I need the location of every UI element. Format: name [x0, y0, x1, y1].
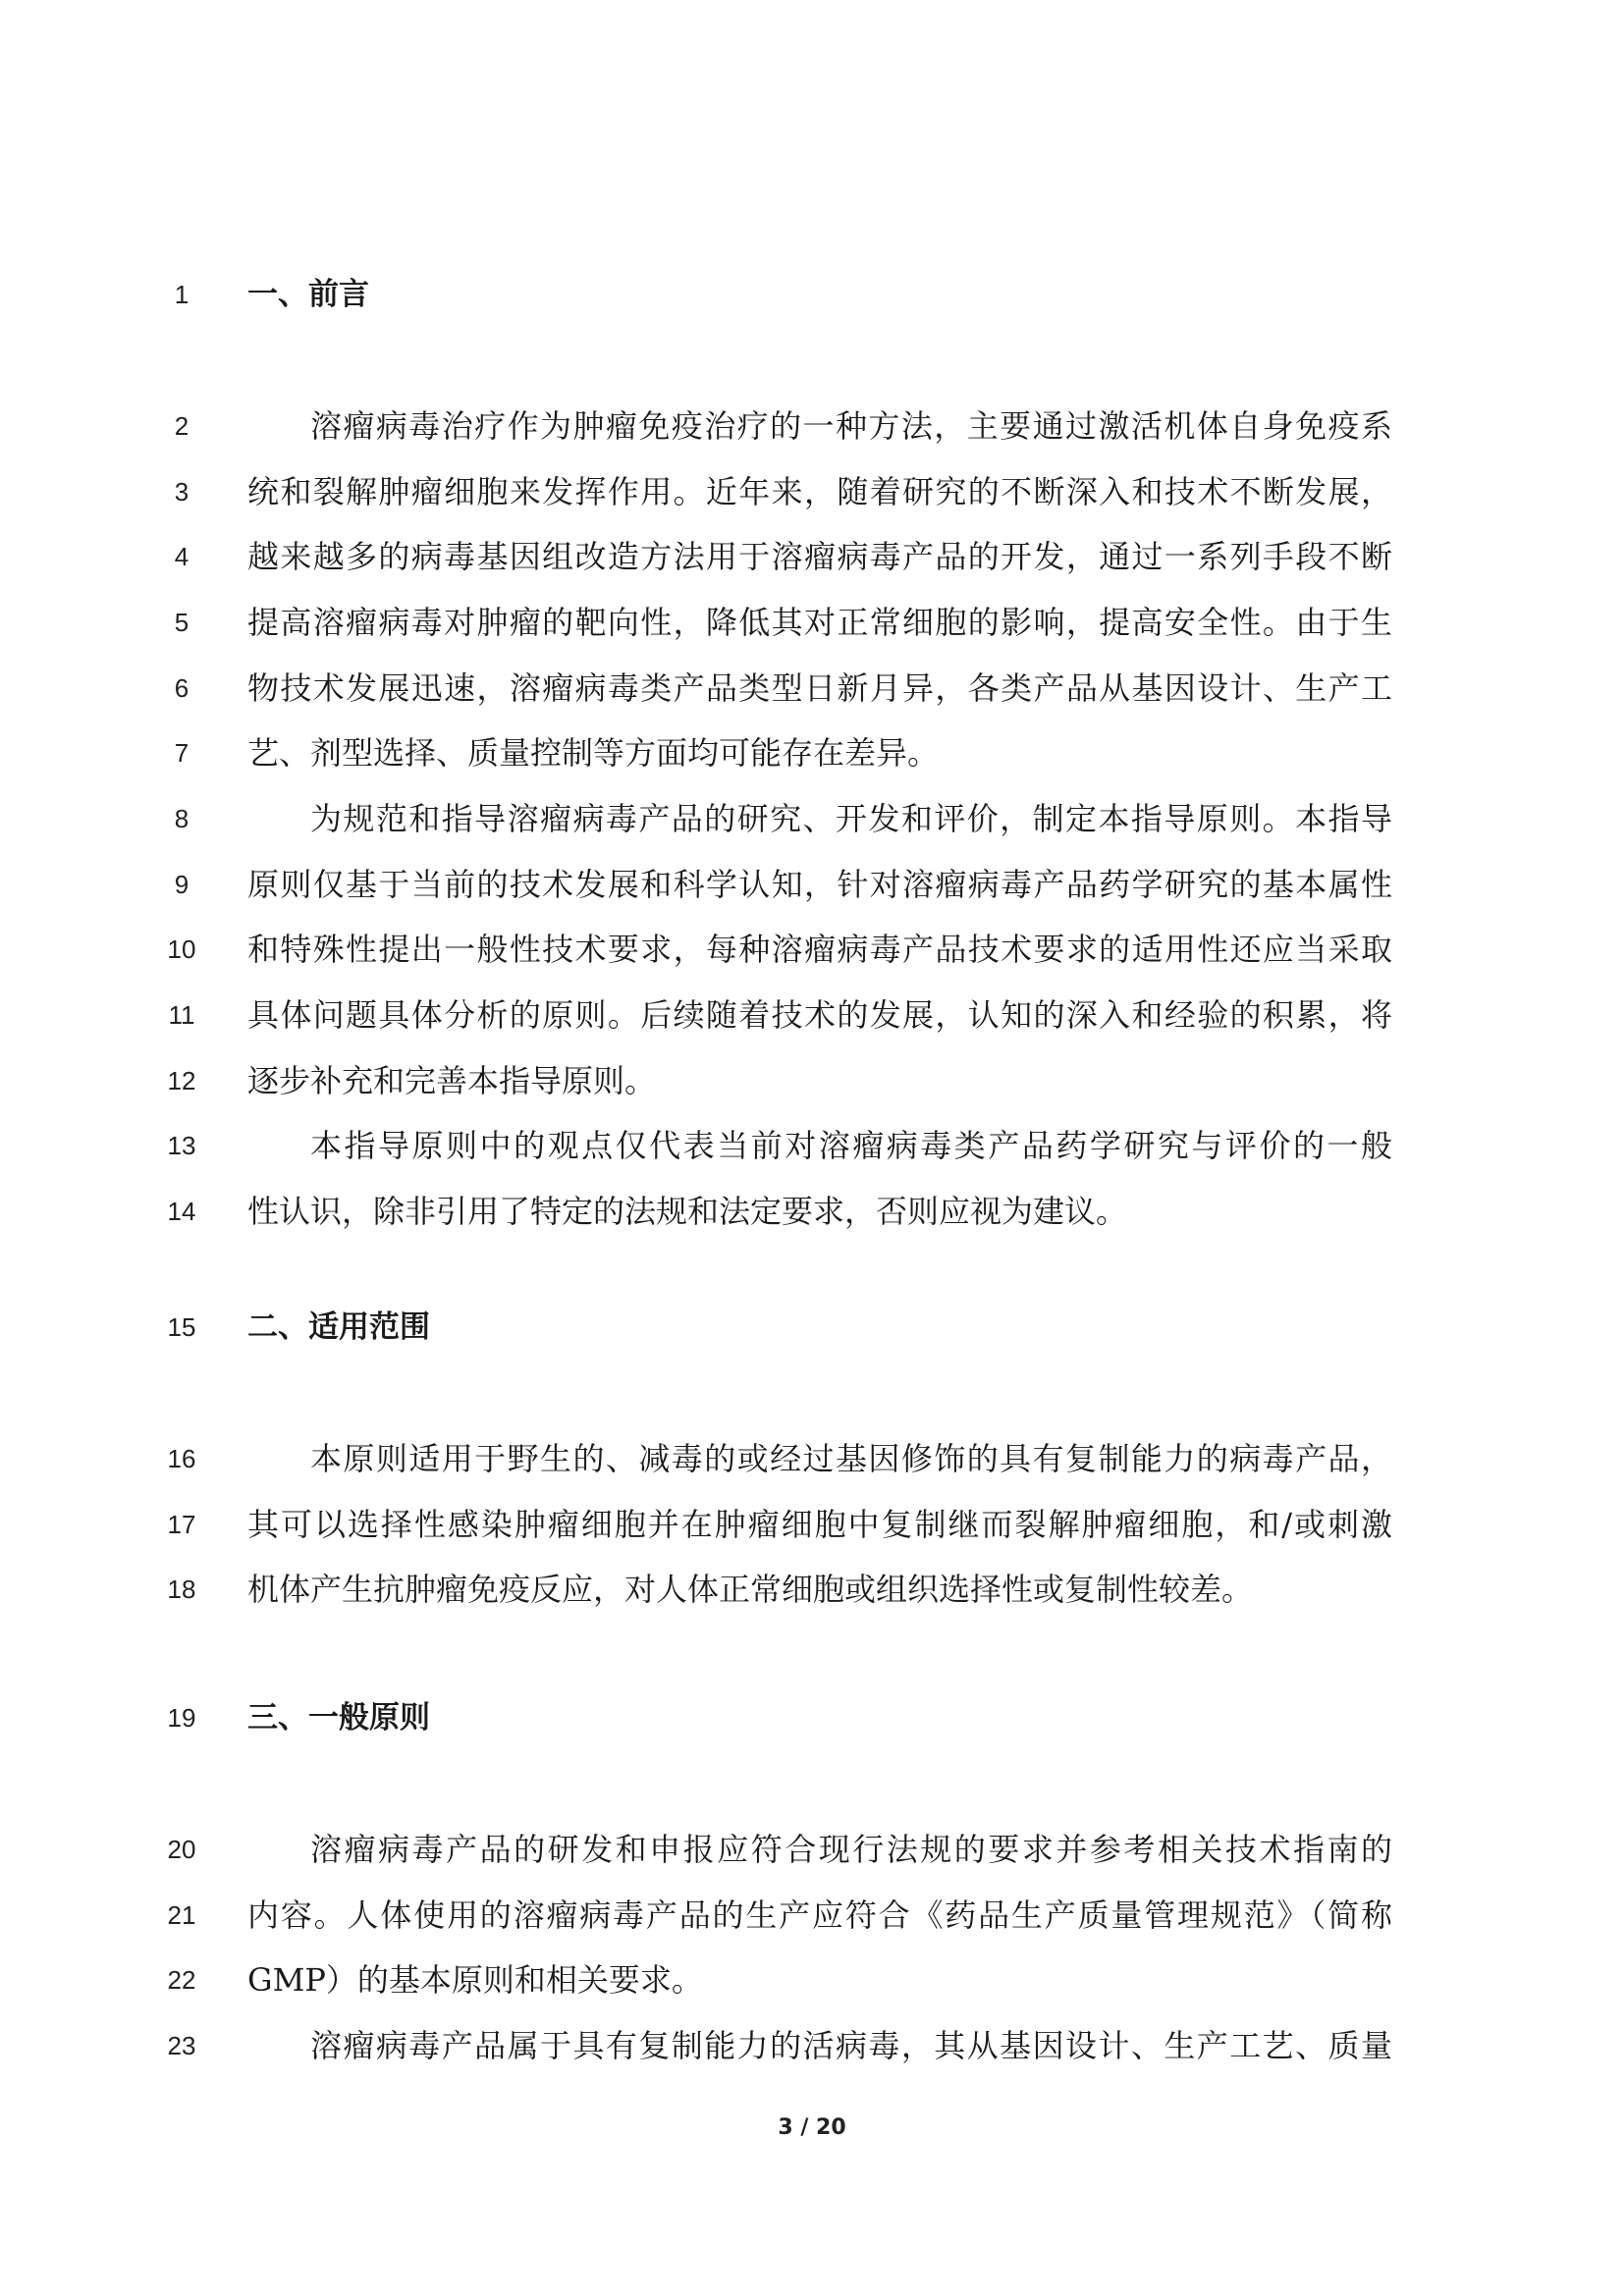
page-number: 3 / 20 — [778, 2115, 846, 2140]
line — [0, 861, 1624, 908]
body-text: 物技术发展迅速，溶瘤病毒类产品类型日新月异，各类产品从基因设计、生产工 — [247, 669, 1392, 707]
body-text: 为规范和指导溶瘤病毒产品的研究、开发和评价，制定本指导原则。本指导 — [310, 800, 1392, 837]
line-number: 1 — [174, 280, 189, 309]
line-number: 5 — [174, 608, 189, 637]
line-number: 20 — [167, 1835, 196, 1864]
line — [0, 991, 1624, 1039]
line-number: 7 — [174, 738, 189, 768]
line-number: 8 — [174, 804, 189, 833]
section-heading-scope: 二、适用范围 — [247, 1309, 430, 1345]
body-text: 和特殊性提出一般性技术要求，每种溶瘤病毒产品技术要求的适用性还应当采取 — [247, 931, 1392, 968]
line-number: 22 — [167, 1965, 196, 1995]
body-text: 逐步补充和完善本指导原则。 — [247, 1062, 657, 1099]
body-text: 溶瘤病毒产品属于具有复制能力的活病毒，其从基因设计、生产工艺、质量 — [310, 2027, 1392, 2064]
line — [0, 926, 1624, 973]
body-text: 机体产生抗肿瘤免疫反应，对人体正常细胞或组织选择性或复制性较差。 — [247, 1571, 1254, 1608]
line — [0, 1304, 1624, 1351]
line — [0, 1892, 1624, 1939]
line — [0, 1566, 1624, 1613]
line — [0, 402, 1624, 450]
body-text: 性认识，除非引用了特定的法规和法定要求，否则应视为建议。 — [247, 1193, 1128, 1230]
line-number: 18 — [167, 1575, 196, 1604]
body-text: 本原则适用于野生的、减毒的或经过基因修饰的具有复制能力的病毒产品， — [310, 1440, 1392, 1477]
line-number: 21 — [167, 1900, 196, 1930]
line-number: 10 — [167, 934, 196, 964]
line — [0, 665, 1624, 712]
body-text: 内容。人体使用的溶瘤病毒产品的生产应符合《药品生产质量管理规范》（简称 — [247, 1896, 1392, 1934]
line-number: 11 — [168, 1000, 195, 1030]
line-number: 6 — [174, 673, 189, 703]
line — [0, 271, 1624, 318]
line-number: 12 — [167, 1066, 196, 1095]
section-heading-preface: 一、前言 — [247, 277, 369, 312]
line — [0, 2022, 1624, 2069]
line-number: 17 — [167, 1510, 196, 1539]
line — [0, 795, 1624, 842]
body-text: 溶瘤病毒治疗作为肿瘤免疫治疗的一种方法，主要通过激活机体自身免疫系 — [310, 407, 1392, 445]
line — [0, 1501, 1624, 1548]
line — [0, 468, 1624, 515]
line-number: 2 — [174, 411, 189, 441]
body-text: 提高溶瘤病毒对肿瘤的靶向性，降低其对正常细胞的影响，提高安全性。由于生 — [247, 604, 1392, 641]
body-text: 溶瘤病毒产品的研发和申报应符合现行法规的要求并参考相关技术指南的 — [310, 1831, 1392, 1868]
line — [0, 1435, 1624, 1482]
line-number: 14 — [167, 1197, 196, 1226]
line — [0, 1057, 1624, 1104]
line-number: 16 — [167, 1444, 196, 1473]
body-text: 其可以选择性感染肿瘤细胞并在肿瘤细胞中复制继而裂解肿瘤细胞，和/或刺激 — [247, 1506, 1392, 1543]
line — [0, 729, 1624, 776]
line — [0, 533, 1624, 580]
body-text: 具体问题具体分析的原则。后续随着技术的发展，认知的深入和经验的积累，将 — [247, 996, 1392, 1034]
line-number: 9 — [174, 870, 189, 899]
body-text: 原则仅基于当前的技术发展和科学认知，针对溶瘤病毒产品药学研究的基本属性 — [247, 866, 1392, 903]
line — [0, 1694, 1624, 1741]
line — [0, 599, 1624, 646]
section-heading-general-principles: 三、一般原则 — [247, 1700, 430, 1735]
line — [0, 1122, 1624, 1169]
line-number: 4 — [174, 542, 189, 571]
body-text: 统和裂解肿瘤细胞来发挥作用。近年来，随着研究的不断深入和技术不断发展， — [247, 473, 1392, 510]
line — [0, 1826, 1624, 1873]
line — [0, 1188, 1624, 1235]
line-number: 3 — [174, 477, 189, 507]
line-number: 19 — [167, 1703, 196, 1733]
line — [0, 1956, 1624, 2003]
line-number: 15 — [167, 1312, 196, 1342]
body-text: 本指导原则中的观点仅代表当前对溶瘤病毒类产品药学研究与评价的一般 — [310, 1127, 1392, 1164]
body-text: 越来越多的病毒基因组改造方法用于溶瘤病毒产品的开发，通过一系列手段不断 — [247, 538, 1392, 575]
body-text: GMP）的基本原则和相关要求。 — [247, 1961, 703, 1999]
line-number: 13 — [167, 1131, 196, 1160]
body-text: 艺、剂型选择、质量控制等方面均可能存在差异。 — [247, 734, 940, 772]
line-number: 23 — [167, 2031, 196, 2060]
